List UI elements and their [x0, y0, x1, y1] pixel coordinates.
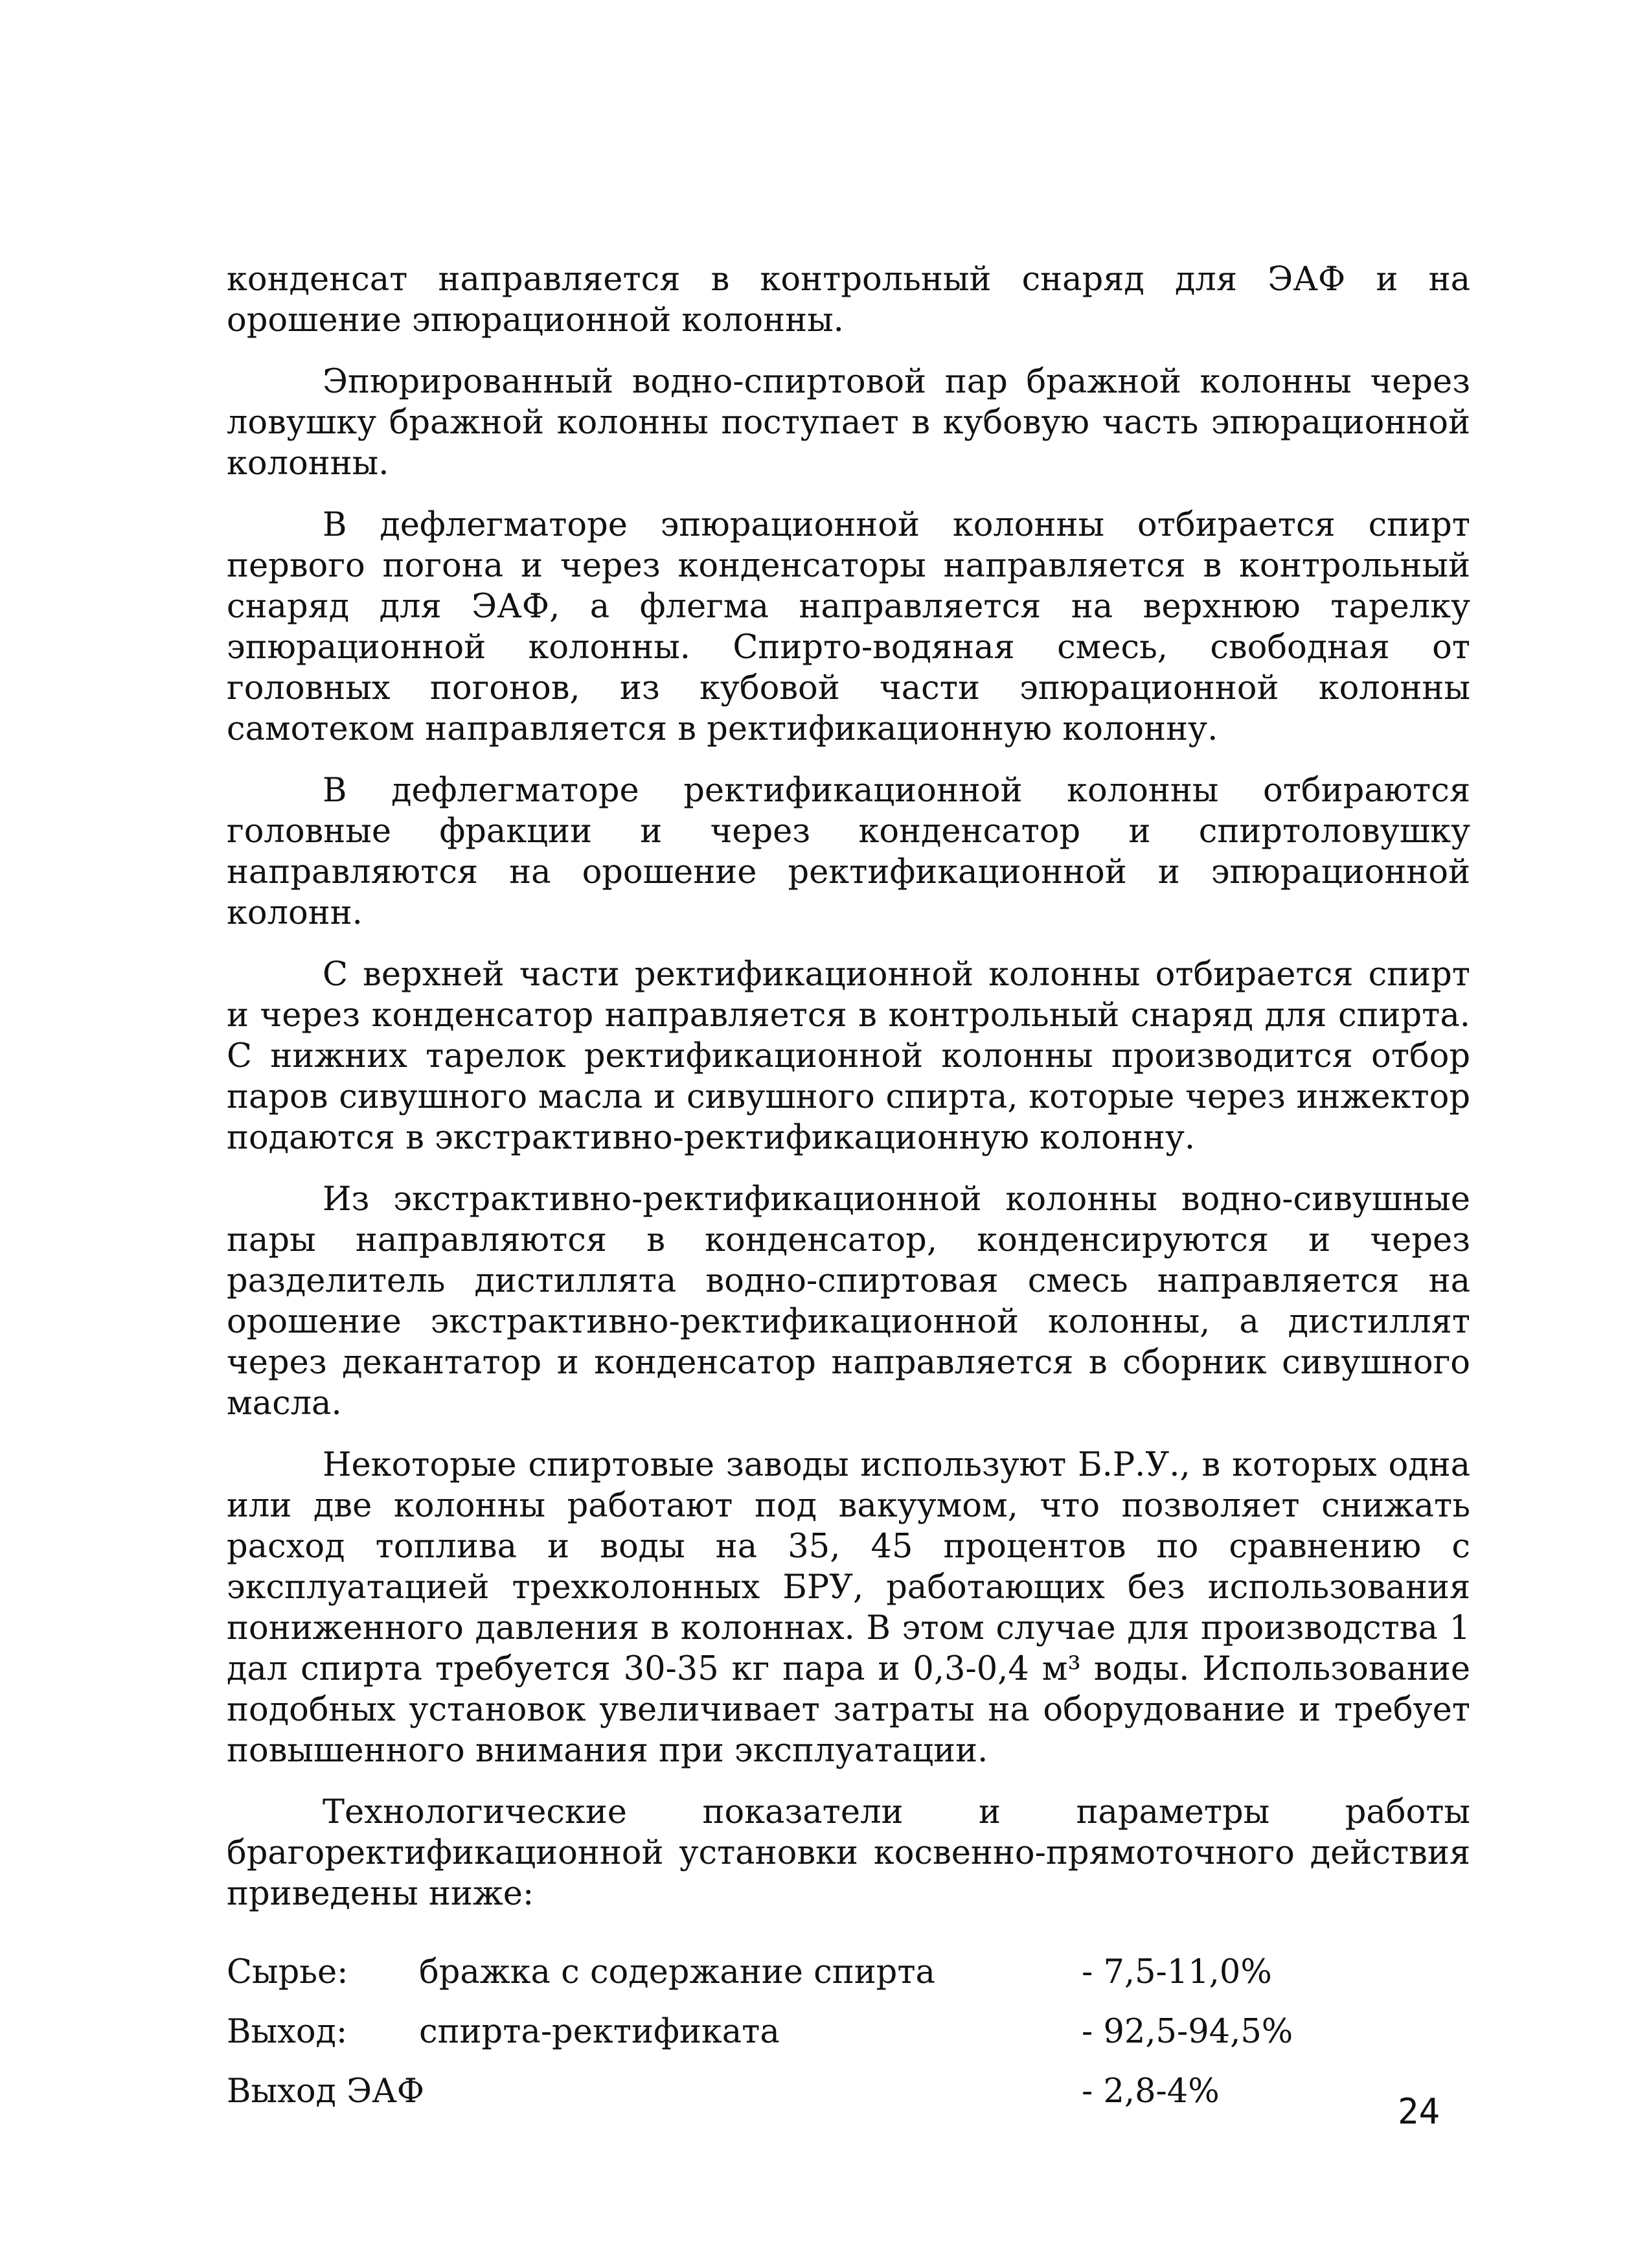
- parameter-value: - 92,5-94,5%: [1082, 2013, 1293, 2051]
- paragraph: В дефлегматоре ректификационной колонны отбираются головные фракции и через конденсатор и спиртоловушку направляются на орошение ректификационной и эпюрационной колонн.: [227, 772, 1470, 932]
- parameter-value: - 7,5-11,0%: [1082, 1953, 1272, 1991]
- paragraph: Эпюрированный водно-спиртовой пар бражной колонны через ловушку бражной колонны поступает в кубовую часть эпюрационной колонны.: [227, 363, 1470, 483]
- page-body: [227, 259, 1470, 2122]
- parameter-label: Сырье:: [227, 1953, 348, 1991]
- parameter-value: - 2,8-4%: [1082, 2072, 1220, 2111]
- parameter-row: [227, 2002, 1470, 2062]
- parameter-label: Выход ЭАФ: [227, 2072, 425, 2111]
- paragraph: Из экстрактивно-ректификационной колонны водно-сивушные пары направляются в конденсатор, конденсируются и через разделитель дистиллята водно-спиртовая смесь направляется на орошение экстрактивно-ректификационной колонны, а дистиллят через декантатор и конденсатор направляется в сборник сивушного масла.: [227, 1180, 1470, 1423]
- paragraph: Технологические показатели и параметры работы брагоректификационной установки косвенно-прямоточного действия приведены ниже:: [227, 1793, 1470, 1913]
- parameter-row: [227, 2062, 1470, 2122]
- parameter-row: [227, 1943, 1470, 2002]
- paragraph: С верхней части ректификационной колонны отбирается спирт и через конденсатор направляется в контрольный снаряд для спирта. С нижних тарелок ректификационной колонны производится отбор паров сивушного масла и сивушного спирта, которые через инжектор подаются в экстрактивно-ректификационную колонну.: [227, 956, 1470, 1157]
- paragraph: конденсат направляется в контрольный снаряд для ЭАФ и на орошение эпюрационной колонны.: [227, 260, 1470, 339]
- paragraph: В дефлегматоре эпюрационной колонны отбирается спирт первого погона и через конденсаторы направляется в контрольный снаряд для ЭАФ, а флегма направляется на верхнюю тарелку эпюрационной колонны. Спирто-водяная смесь, свободная от головных погонов, из кубовой части эпюрационной колонны самотеком направляется в ректификационную колонну.: [227, 506, 1470, 748]
- paragraph: Некоторые спиртовые заводы используют Б.Р.У., в которых одна или две колонны работают под вакуумом, что позволяет снижать расход топлива и воды на 35, 45 процентов по сравнению с эксплуатацией трехколонных БРУ, работающих без использования пониженного давления в колоннах. В этом случае для производства 1 дал спирта требуется 30-35 кг пара и 0,3-0,4 м³ воды. Использование подобных установок увеличивает затраты на оборудование и требует повышенного внимания при эксплуатации.: [227, 1446, 1470, 1770]
- parameter-description: спирта-ректификата: [419, 2013, 780, 2051]
- parameter-label: Выход:: [227, 2013, 348, 2051]
- page-number: 24: [1398, 2091, 1440, 2132]
- parameter-description: бражка с содержание спирта: [419, 1953, 935, 1991]
- parameters-list: [227, 1943, 1470, 2122]
